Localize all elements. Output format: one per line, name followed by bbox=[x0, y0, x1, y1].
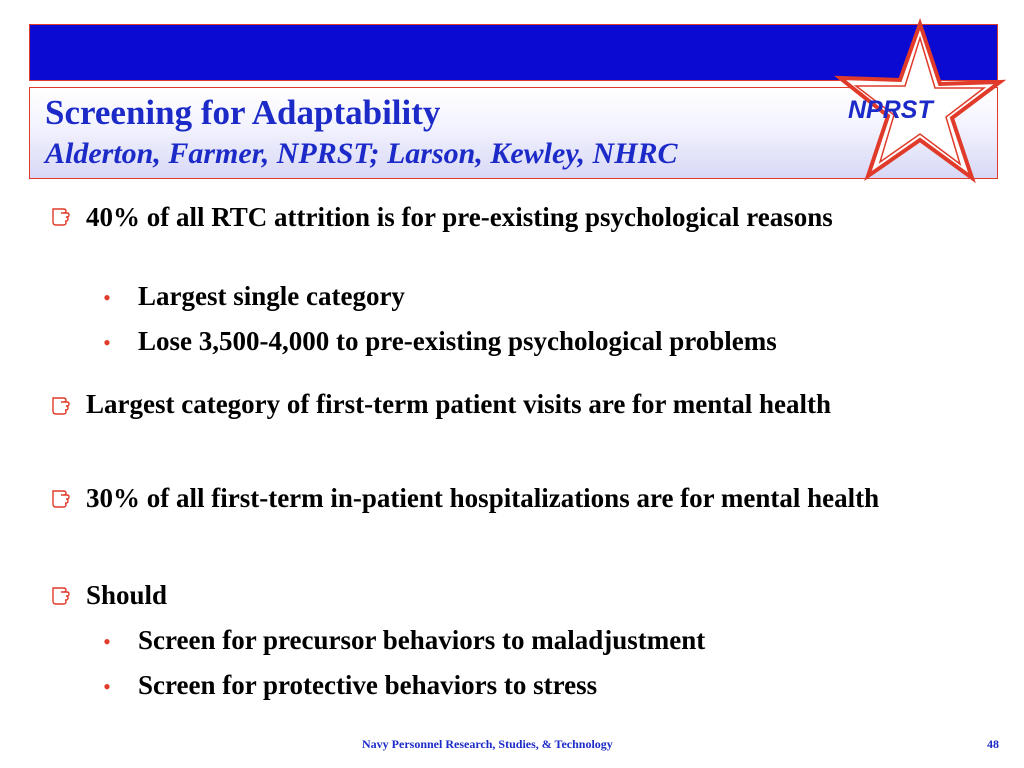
bullet-1: 40% of all RTC attrition is for pre-existing psychological reasons bbox=[86, 202, 833, 232]
footer-org: Navy Personnel Research, Studies, & Technology bbox=[362, 737, 613, 751]
logo-text: NPRST bbox=[848, 96, 933, 124]
bullet-2: Largest category of first-term patient visits are for mental health bbox=[86, 389, 832, 419]
red-dot-icon: • bbox=[103, 674, 111, 699]
slide-title: Screening for Adaptability bbox=[45, 93, 441, 132]
pointing-hand-icon bbox=[50, 584, 72, 606]
sub-bullet-1-2: Lose 3,500-4,000 to pre-existing psychological problems bbox=[138, 326, 777, 356]
sub-bullet-1-1: Largest single category bbox=[138, 281, 405, 311]
pointing-hand-icon bbox=[50, 487, 72, 509]
red-dot-icon: • bbox=[103, 629, 111, 654]
bullet-3: 30% of all first-term in-patient hospitalizations are for mental health bbox=[86, 483, 880, 513]
red-dot-icon: • bbox=[103, 330, 111, 355]
pointing-hand-icon bbox=[50, 394, 72, 416]
slide-subtitle: Alderton, Farmer, NPRST; Larson, Kewley, NHRC bbox=[45, 137, 678, 170]
pointing-hand-icon bbox=[50, 205, 72, 227]
red-dot-icon: • bbox=[103, 285, 111, 310]
bullet-4: Should bbox=[86, 580, 168, 610]
page-number: 48 bbox=[987, 737, 999, 751]
sub-bullet-4-1: Screen for precursor behaviors to maladjustment bbox=[138, 625, 706, 655]
sub-bullet-4-2: Screen for protective behaviors to stress bbox=[138, 670, 598, 700]
